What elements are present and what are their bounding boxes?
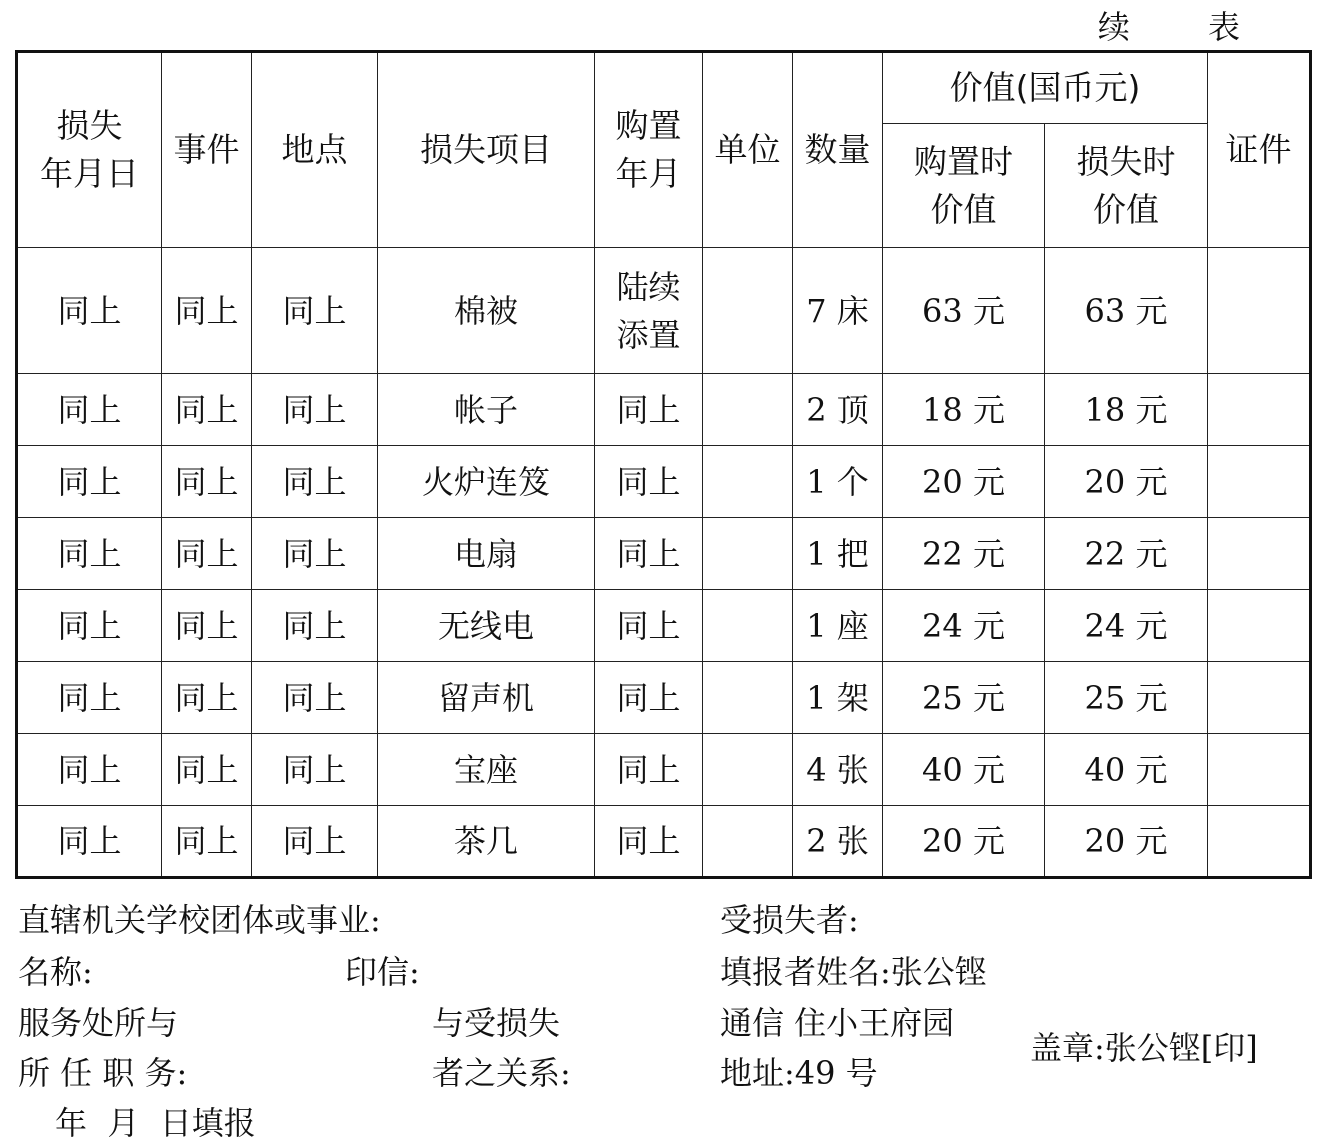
- cell-quantity: 7 床: [793, 248, 883, 374]
- cell-unit: [703, 446, 793, 518]
- cell-value-purchase: 22 元: [883, 518, 1045, 590]
- cell-quantity: 1 座: [793, 590, 883, 662]
- cell-unit: [703, 806, 793, 878]
- footer-seal-label: 印信:: [345, 953, 420, 991]
- cell-certificate: [1208, 806, 1311, 878]
- loss-report-table: [15, 50, 1312, 879]
- cell-value-purchase: 63 元: [883, 248, 1045, 374]
- footer-name-label: 名称:: [18, 953, 93, 991]
- cell-event: 同上: [162, 806, 252, 878]
- continued-table-label: 续 表: [1097, 8, 1274, 46]
- footer-reporter-label: 填报者姓名:张公铿: [720, 953, 987, 991]
- cell-purchase-date: 同上: [595, 734, 703, 806]
- cell-purchase-date: 同上: [595, 590, 703, 662]
- cell-value-loss: 20 元: [1045, 806, 1208, 878]
- cell-value-purchase: 24 元: [883, 590, 1045, 662]
- cell-certificate: [1208, 446, 1311, 518]
- cell-certificate: [1208, 374, 1311, 446]
- table-row: [17, 590, 1311, 662]
- cell-event: 同上: [162, 590, 252, 662]
- header-item: 损失项目: [378, 52, 595, 248]
- table-row: [17, 734, 1311, 806]
- cell-purchase-date: 同上: [595, 446, 703, 518]
- cell-item: 棉被: [378, 248, 595, 374]
- header-purchase-date: 购置 年月: [595, 52, 703, 248]
- cell-place: 同上: [252, 518, 378, 590]
- cell-place: 同上: [252, 446, 378, 518]
- cell-quantity: 2 张: [793, 806, 883, 878]
- cell-certificate: [1208, 734, 1311, 806]
- table-row: [17, 806, 1311, 878]
- cell-unit: [703, 662, 793, 734]
- cell-value-loss: 18 元: [1045, 374, 1208, 446]
- cell-unit: [703, 518, 793, 590]
- cell-loss-date: 同上: [17, 734, 162, 806]
- cell-item: 无线电: [378, 590, 595, 662]
- cell-loss-date: 同上: [17, 662, 162, 734]
- cell-item: 茶几: [378, 806, 595, 878]
- table-row: [17, 446, 1311, 518]
- cell-item: 留声机: [378, 662, 595, 734]
- table-row: [17, 662, 1311, 734]
- cell-event: 同上: [162, 734, 252, 806]
- cell-loss-date: 同上: [17, 518, 162, 590]
- cell-purchase-date: 同上: [595, 806, 703, 878]
- footer-relation-line1: 与受损失: [432, 1004, 561, 1042]
- header-certificate: 证件: [1208, 52, 1311, 248]
- cell-unit: [703, 734, 793, 806]
- footer-victim-label: 受损失者:: [720, 901, 859, 939]
- footer-office-line1: 服务处所与: [18, 1004, 179, 1042]
- cell-loss-date: 同上: [17, 248, 162, 374]
- footer-address-line2: 地址:49 号: [720, 1054, 878, 1092]
- cell-value-loss: 40 元: [1045, 734, 1208, 806]
- cell-value-purchase: 18 元: [883, 374, 1045, 446]
- cell-quantity: 2 顶: [793, 374, 883, 446]
- cell-certificate: [1208, 518, 1311, 590]
- cell-value-purchase: 20 元: [883, 806, 1045, 878]
- footer-org-line: 直辖机关学校团体或事业:: [18, 901, 381, 939]
- cell-unit: [703, 374, 793, 446]
- cell-value-loss: 22 元: [1045, 518, 1208, 590]
- cell-value-loss: 63 元: [1045, 248, 1208, 374]
- cell-certificate: [1208, 590, 1311, 662]
- cell-item: 帐子: [378, 374, 595, 446]
- header-unit: 单位: [703, 52, 793, 248]
- header-value-loss: 损失时 价值: [1045, 124, 1208, 248]
- cell-loss-date: 同上: [17, 374, 162, 446]
- cell-place: 同上: [252, 806, 378, 878]
- footer-relation-line2: 者之关系:: [432, 1054, 571, 1092]
- cell-place: 同上: [252, 248, 378, 374]
- cell-purchase-date: 同上: [595, 374, 703, 446]
- cell-quantity: 1 个: [793, 446, 883, 518]
- footer-date-line: 年 月 日填报: [55, 1104, 256, 1142]
- cell-purchase-date: 同上: [595, 518, 703, 590]
- cell-unit: [703, 248, 793, 374]
- cell-certificate: [1208, 248, 1311, 374]
- cell-quantity: 4 张: [793, 734, 883, 806]
- table-row: [17, 374, 1311, 446]
- cell-event: 同上: [162, 518, 252, 590]
- cell-place: 同上: [252, 662, 378, 734]
- footer-stamp-label: 盖章:张公铿[印]: [1030, 1029, 1258, 1067]
- cell-loss-date: 同上: [17, 590, 162, 662]
- header-value-group: 价值(国币元): [883, 52, 1208, 124]
- cell-item: 宝座: [378, 734, 595, 806]
- cell-item: 火炉连笈: [378, 446, 595, 518]
- cell-value-loss: 24 元: [1045, 590, 1208, 662]
- cell-place: 同上: [252, 374, 378, 446]
- cell-event: 同上: [162, 446, 252, 518]
- cell-value-purchase: 20 元: [883, 446, 1045, 518]
- cell-event: 同上: [162, 248, 252, 374]
- header-value-purchase: 购置时 价值: [883, 124, 1045, 248]
- cell-quantity: 1 把: [793, 518, 883, 590]
- cell-event: 同上: [162, 374, 252, 446]
- cell-purchase-date: 同上: [595, 662, 703, 734]
- cell-loss-date: 同上: [17, 446, 162, 518]
- table-row: [17, 518, 1311, 590]
- cell-loss-date: 同上: [17, 806, 162, 878]
- footer-address-line1: 通信 住小王府园: [720, 1004, 955, 1042]
- header-loss-date: 损失 年月日: [17, 52, 162, 248]
- cell-place: 同上: [252, 590, 378, 662]
- cell-value-purchase: 40 元: [883, 734, 1045, 806]
- cell-value-loss: 25 元: [1045, 662, 1208, 734]
- cell-value-loss: 20 元: [1045, 446, 1208, 518]
- footer-office-line2: 所 任 职 务:: [18, 1054, 188, 1092]
- table-row: [17, 248, 1311, 374]
- cell-unit: [703, 590, 793, 662]
- header-quantity: 数量: [793, 52, 883, 248]
- cell-certificate: [1208, 662, 1311, 734]
- header-place: 地点: [252, 52, 378, 248]
- cell-place: 同上: [252, 734, 378, 806]
- cell-event: 同上: [162, 662, 252, 734]
- header-event: 事件: [162, 52, 252, 248]
- cell-item: 电扇: [378, 518, 595, 590]
- cell-value-purchase: 25 元: [883, 662, 1045, 734]
- cell-quantity: 1 架: [793, 662, 883, 734]
- cell-purchase-date: 陆续 添置: [595, 248, 703, 374]
